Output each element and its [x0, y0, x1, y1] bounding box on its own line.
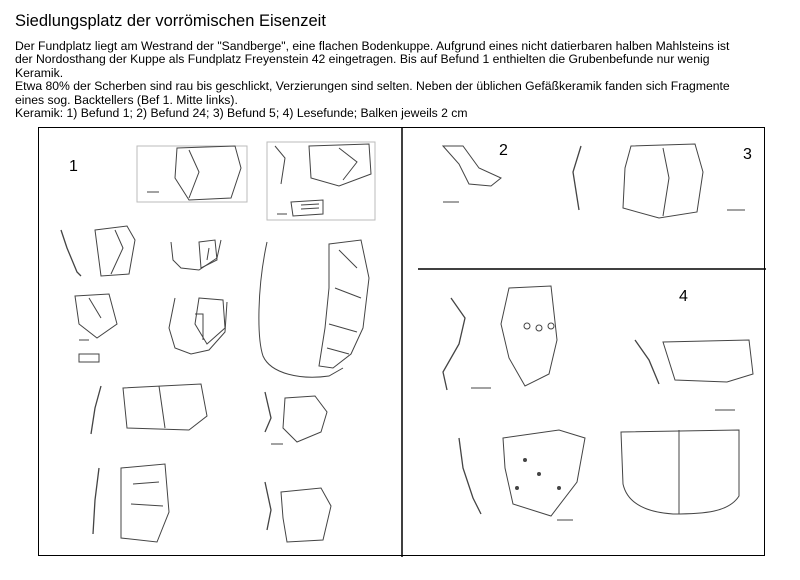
page-title: Siedlungsplatz der vorrömischen Eisenzeit — [15, 12, 326, 30]
sherd-drawing — [171, 240, 221, 270]
sherd-drawing — [93, 464, 169, 542]
sherd-drawing — [621, 430, 739, 514]
description-line: Keramik: 1) Befund 1; 2) Befund 24; 3) Befund 5; 4) Lesefunde; Balken jeweils 2 cm — [15, 106, 468, 121]
description-line: Der Fundplatz liegt am Westrand der "Sandberge", eine flachen Bodenkuppe. Aufgrund eines nicht datierbaren halben Mahlsteins ist — [15, 39, 730, 53]
sherd-drawing — [573, 144, 745, 218]
sherd-drawing — [169, 298, 227, 354]
sherd-drawing — [635, 340, 753, 410]
sherd-drawing — [443, 146, 501, 202]
description-line: Etwa 80% der Scherben sind rau bis geschlickt, Verzierungen sind selten. Neben der üblichen Gefäßkeramik fanden sich Fragmente — [15, 79, 730, 94]
description-text — [15, 40, 795, 120]
group-label-4: 4 — [679, 288, 688, 305]
ceramics-plate — [38, 127, 765, 556]
group-label-3: 3 — [743, 146, 752, 163]
description-line: der Nordosthang der Kuppe als Fundplatz Freyenstein 42 eingetragen. Bis auf Befund 1 enthielten die Grubenbefunde nur wenig — [15, 52, 710, 67]
group-label-2: 2 — [499, 142, 508, 159]
sherd-drawing — [61, 226, 135, 276]
sherd-drawing — [443, 286, 557, 390]
group-label-1: 1 — [69, 158, 78, 175]
sherd-drawing — [267, 142, 375, 220]
sherd-drawing — [265, 392, 327, 444]
ceramics-drawings — [39, 128, 766, 557]
description-line: eines sog. Backtellers (Bef 1. Mitte links). — [15, 92, 238, 107]
sherd-drawing — [75, 294, 117, 362]
sherd-drawing — [91, 384, 207, 434]
sherd-drawing — [459, 430, 585, 520]
sherd-drawing — [259, 240, 369, 377]
sherd-drawing — [137, 146, 247, 202]
description-line: Keramik. — [15, 65, 64, 80]
sherd-drawing — [265, 482, 331, 542]
